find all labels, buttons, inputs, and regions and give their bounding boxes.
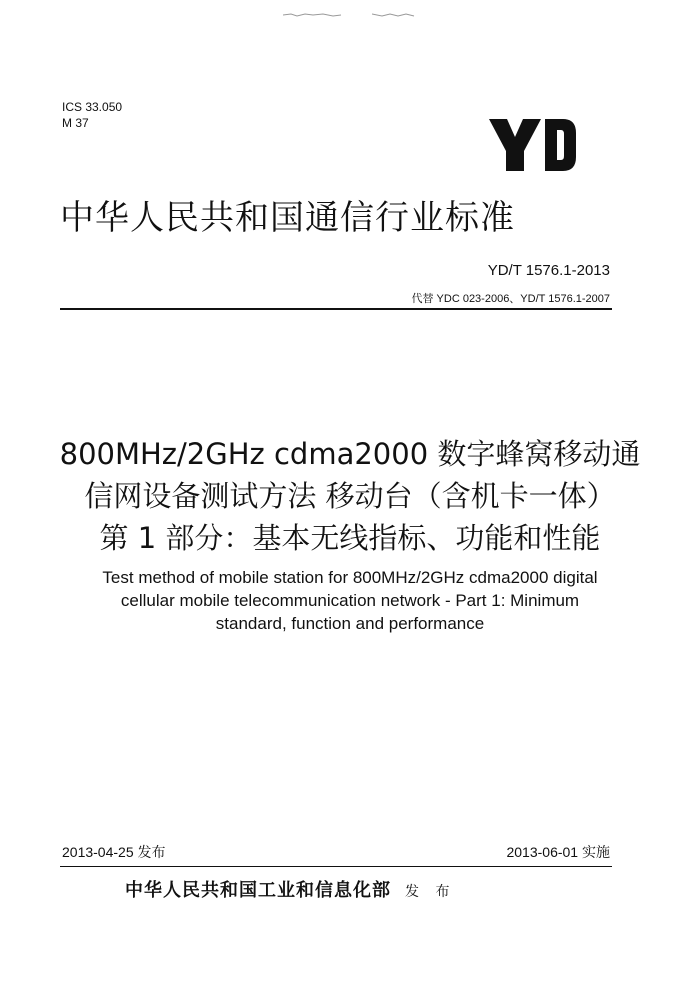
issue-word: 发 布 (405, 884, 456, 900)
issuer-name: 中华人民共和国工业和信息化部 (125, 880, 391, 901)
implementation-date: 2013-06-01 实施 (506, 844, 610, 860)
scan-artifact-right (372, 12, 416, 18)
standard-number: YD/T 1576.1-2013 (487, 262, 610, 279)
replaces-note: 代替 YDC 023-2006、YD/T 1576.1-2007 (411, 293, 610, 305)
title-en-line-3: standard, function and performance (215, 614, 485, 633)
header-divider (60, 308, 612, 310)
title-cn-line-3: 第 1 部分：基本无线指标、功能和性能 (99, 521, 601, 555)
title-en (30, 566, 670, 635)
ics-code: ICS 33.050 (62, 100, 123, 114)
title-cn-line-2: 信网设备测试方法 移动台（含机卡一体） (84, 479, 616, 513)
classification-codes (62, 99, 122, 131)
logo-text: YD (487, 117, 489, 118)
yd-logo (487, 117, 577, 173)
title-en-line-1: Test method of mobile station for 800MHz/2GHz cdma2000 digital (102, 568, 598, 587)
issue-date: 2013-04-25 发布 (62, 844, 166, 860)
footer-divider (60, 866, 612, 867)
title-en-line-2: cellular mobile telecommunication network - Part 1: Minimum (120, 591, 580, 610)
title-cn-line-1: 800MHz/2GHz cdma2000 数字蜂窝移动通 (59, 437, 641, 471)
ccs-code: M 37 (62, 116, 89, 130)
standard-category-title: 中华人民共和国通信行业标准 (60, 198, 515, 238)
scan-artifact-left (283, 12, 343, 18)
issuing-authority (125, 876, 455, 902)
